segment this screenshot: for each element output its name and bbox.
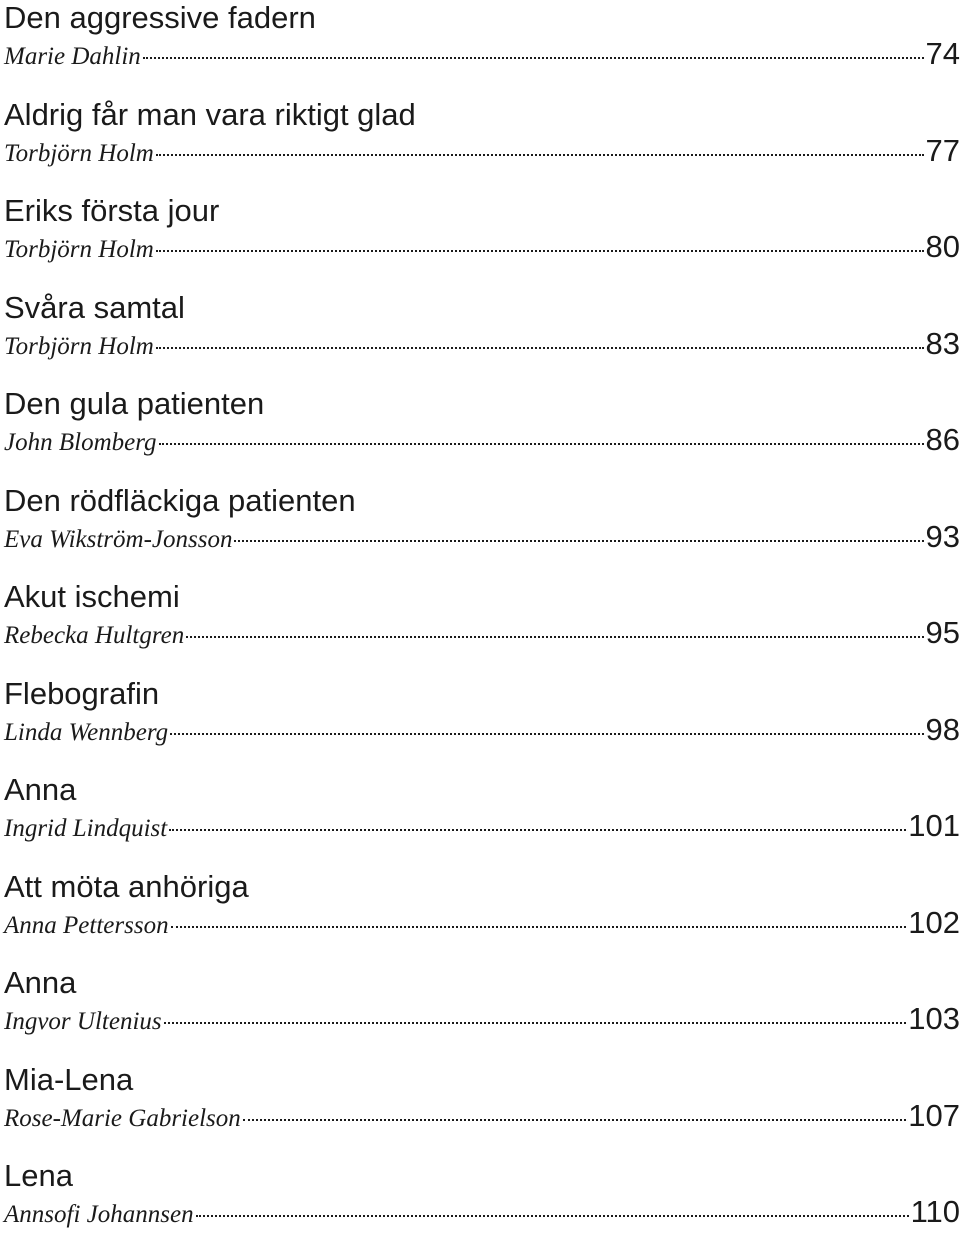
entry-page-number: 93 bbox=[925, 518, 960, 554]
entry-author: Ingrid Lindquist bbox=[4, 815, 168, 842]
entry-author: Eva Wikström-Jonsson bbox=[4, 525, 233, 553]
dot-leader bbox=[171, 926, 907, 928]
entry-author: Rebecka Hultgren bbox=[4, 622, 185, 649]
entry-page-number: 83 bbox=[925, 325, 960, 361]
entry-page-number: 103 bbox=[908, 1001, 960, 1036]
entry-line bbox=[4, 1001, 960, 1039]
entry-author: Linda Wennberg bbox=[4, 718, 169, 746]
entry-title: Svåra samtal bbox=[4, 289, 185, 325]
entry-title: Anna bbox=[4, 965, 77, 1000]
entry-title: Anna bbox=[4, 772, 77, 807]
entry-line bbox=[4, 519, 960, 557]
toc-entry bbox=[4, 97, 960, 194]
toc-entry bbox=[4, 965, 960, 1062]
entry-line bbox=[4, 36, 960, 74]
entry-title: Att möta anhöriga bbox=[4, 868, 249, 904]
entry-title: Flebografin bbox=[4, 675, 160, 711]
entry-line bbox=[4, 808, 960, 846]
dot-leader bbox=[169, 829, 906, 831]
dot-leader bbox=[186, 636, 923, 638]
toc-entry bbox=[4, 483, 960, 580]
dot-leader bbox=[143, 57, 924, 59]
toc-entry bbox=[4, 386, 960, 483]
dot-leader bbox=[156, 250, 924, 252]
table-of-contents bbox=[4, 0, 960, 1255]
entry-line bbox=[4, 712, 960, 750]
entry-line bbox=[4, 422, 960, 460]
entry-line bbox=[4, 905, 960, 943]
entry-line bbox=[4, 1194, 960, 1232]
entry-page-number: 80 bbox=[925, 229, 960, 264]
entry-author: Ingvor Ultenius bbox=[4, 1008, 162, 1035]
toc-entry bbox=[4, 676, 960, 773]
toc-entry bbox=[4, 0, 960, 97]
entry-line bbox=[4, 1098, 960, 1136]
dot-leader bbox=[156, 347, 924, 349]
entry-page-number: 107 bbox=[908, 1097, 960, 1133]
entry-author: Marie Dahlin bbox=[4, 43, 141, 70]
dot-leader bbox=[196, 1215, 909, 1217]
entry-page-number: 86 bbox=[925, 422, 960, 457]
entry-page-number: 101 bbox=[908, 808, 960, 843]
toc-entry bbox=[4, 1158, 960, 1255]
dot-leader bbox=[234, 540, 923, 542]
toc-entry bbox=[4, 1062, 960, 1159]
entry-title: Den rödfläckiga patienten bbox=[4, 482, 356, 518]
entry-page-number: 74 bbox=[925, 36, 960, 71]
entry-page-number: 98 bbox=[925, 711, 960, 747]
toc-entry bbox=[4, 869, 960, 966]
entry-author: Torbjörn Holm bbox=[4, 236, 154, 263]
entry-line bbox=[4, 326, 960, 364]
entry-title: Den aggressive fadern bbox=[4, 0, 316, 35]
entry-title: Eriks första jour bbox=[4, 193, 220, 228]
toc-entry bbox=[4, 193, 960, 290]
entry-line bbox=[4, 229, 960, 267]
entry-title: Akut ischemi bbox=[4, 579, 180, 614]
dot-leader bbox=[159, 443, 924, 445]
entry-line bbox=[4, 133, 960, 171]
toc-entry bbox=[4, 579, 960, 676]
entry-line bbox=[4, 615, 960, 653]
toc-entry bbox=[4, 290, 960, 387]
dot-leader bbox=[156, 154, 924, 156]
entry-author: Anna Pettersson bbox=[4, 911, 169, 939]
entry-author: Rose-Marie Gabrielson bbox=[4, 1104, 241, 1132]
entry-author: Annsofi Johannsen bbox=[4, 1201, 194, 1228]
entry-page-number: 110 bbox=[910, 1194, 960, 1229]
toc-entry bbox=[4, 772, 960, 869]
entry-page-number: 102 bbox=[908, 904, 960, 940]
dot-leader bbox=[170, 733, 923, 735]
entry-page-number: 77 bbox=[925, 132, 960, 168]
dot-leader bbox=[243, 1119, 906, 1121]
entry-title: Mia-Lena bbox=[4, 1061, 134, 1097]
entry-title: Lena bbox=[4, 1158, 73, 1193]
entry-author: Torbjörn Holm bbox=[4, 332, 154, 360]
entry-author: Torbjörn Holm bbox=[4, 139, 154, 167]
entry-page-number: 95 bbox=[925, 615, 960, 650]
dot-leader bbox=[164, 1022, 907, 1024]
entry-title: Aldrig får man vara riktigt glad bbox=[4, 96, 416, 132]
entry-title: Den gula patienten bbox=[4, 386, 265, 421]
entry-author: John Blomberg bbox=[4, 429, 157, 456]
